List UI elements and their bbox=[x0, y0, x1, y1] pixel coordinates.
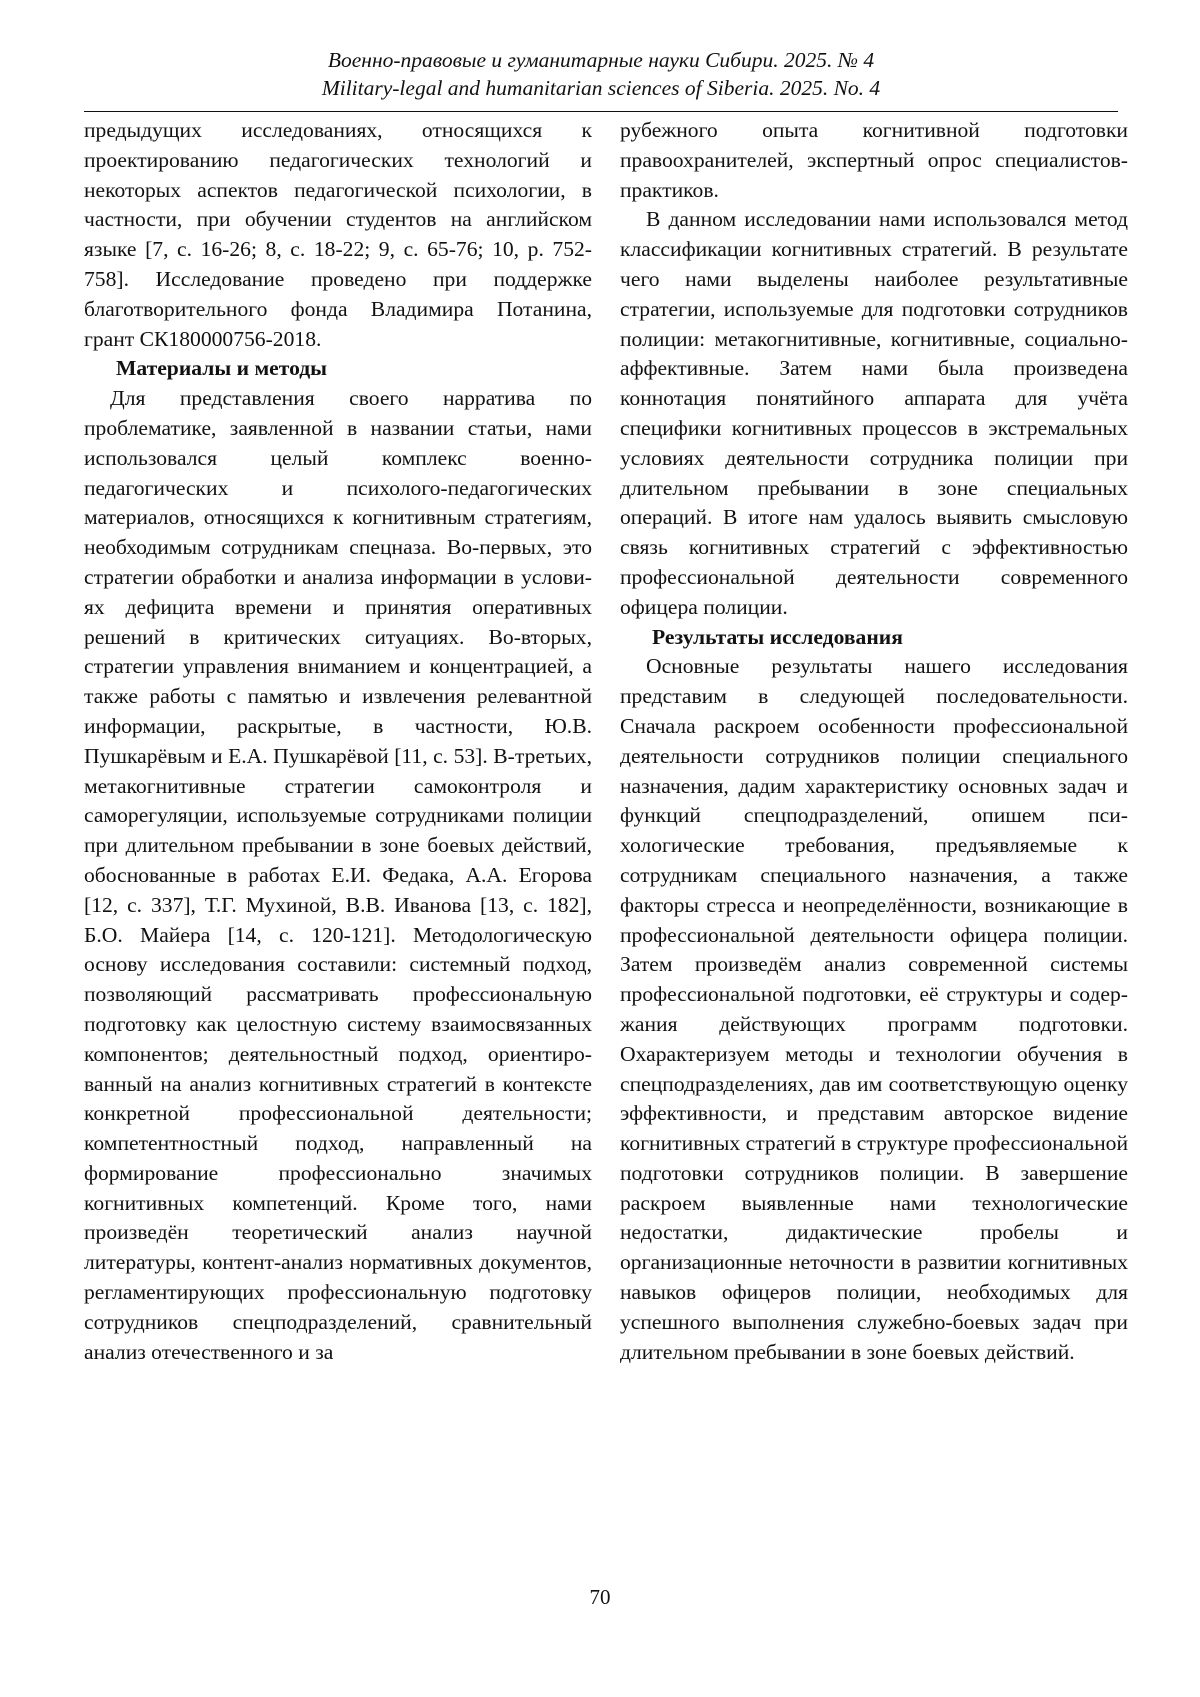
paragraph-materials: Для представления своего нарратива по проблематике, заявленной в названии статьи, нами использовался целый комплекс военно-педагогических и психолого-педагогических материалов, относящихся к когнитивным стратегиям, необходимым сотрудникам спецназа. Во-первых, это стратегии обработки и анализа информации в условиях дефицита времени и принятия оперативных решений в критических ситуациях. Во-вторых, стратегии управления вниманием и концентрацией, а также работы с памятью и извлечения релевантной информации, раскрытые, в частности, Ю.В. Пушкарёвым и Е.А. Пушкарёвой [11, с. 53]. В-третьих, метакогнитивные стратегии самоконтроля и саморегуляции, используемые сотрудниками полиции при длительном пребывании в зоне боевых действий, обоснованные в работах Е.И. Федака, А.А. Егорова [12, с. 337], Т.Г. Мухиной, В.В. Иванова [13, с. 182], Б.О. Майера [14, с. 120-121]. Методологическую основу исследования составили: системный подход, позволяющий рассматривать профессиональную подготовку как целостную систему взаимосвязанных компонентов; деятельностный подход, ориентированный на анализ когнитивных стратегий в контексте конкретной профессиональной деятельности; компетентностный подход, направленный на формирование профессионально значимых когнитивных компетенций. Кроме того, нами произведён теоретический анализ научной литературы, контент-анализ нормативных документов, регламентирующих профессиональную подготовку сотрудников спецподразделений, сравнительный анализ отечественного и за bbox=[84, 386, 592, 1364]
paragraph-method: В данном исследовании нами использовался метод классификации когнитивных стратегий. В результате чего нами выделены наиболее результативные стратегии, используемые для подготовки сотрудников полиции: метакогнитивные, когнитивные, социально-аффективные. Затем нами была произведена коннотация понятийного аппарата для учёта специфики когнитивных процессов в экстремальных условиях деятельности сотрудника полиции при длительном пребывании в зоне специальных операций. В итоге нам удалось выявить смысловую связь когнитивных стратегий с эффективностью профессиональной деятельности современного офицера полиции. bbox=[620, 207, 1128, 619]
paragraph-results: Основные результаты нашего исследования представим в следующей последовательности. Сначала раскроем особенности профессиональной деятельности сотрудников полиции специального назначения, дадим характеристику основных задач и функций спецподразделений, опишем психологические требования, предъявляемые к сотрудникам специального назначения, а также факторы стресса и неопределённости, возникающие в профессиональной деятельности офицера полиции. Затем произведём анализ современной системы профессиональной подготовки, её структуры и содержания действующих программ подготовки. Охарактеризуем методы и технологии обучения в спецподразделениях, дав им соответствующую оценку эффективности, и представим авторское видение когнитивных стратегий в структуре профессиональной подготовки сотрудников полиции. В завершение раскроем выявленные нами технологические недостатки, дидактические пробелы и организационные неточности в развитии когнитивных навыков офицеров полиции, необходимых для успешного выполнения служебно-боевых задач при длительном пребывании в зоне боевых действий. bbox=[620, 654, 1128, 1364]
header-divider bbox=[84, 111, 1118, 112]
journal-title-ru: Военно-правовые и гуманитарные науки Сибири. 2025. № 4 bbox=[327, 48, 875, 72]
left-column bbox=[84, 116, 592, 1367]
page-number: 70 bbox=[589, 1585, 611, 1609]
section-heading-results: Результаты исследования bbox=[652, 624, 903, 649]
paragraph-continuation-right: рубежного опыта когнитивной подготовки правоохранителей, экспертный опрос специалистов-практиков. bbox=[620, 118, 1128, 202]
journal-header bbox=[84, 46, 1118, 102]
journal-title-en: Military-legal and humanitarian sciences of Siberia. 2025. No. 4 bbox=[321, 76, 881, 100]
paragraph-continuation: предыдущих исследованиях, относящихся к проектированию педагогических технологий и некоторых аспектов педагогической психологии, в частности, при обучении студентов на английском языке [7, с. 16-26; 8, с. 18-22; 9, с. 65-76; 10, р. 752-758]. Исследование проведено при поддержке благотворительного фонда Владимира Потанина, грант СК180000756-2018. bbox=[84, 118, 592, 351]
right-column bbox=[620, 116, 1128, 1367]
section-heading-materials: Материалы и методы bbox=[116, 356, 328, 381]
